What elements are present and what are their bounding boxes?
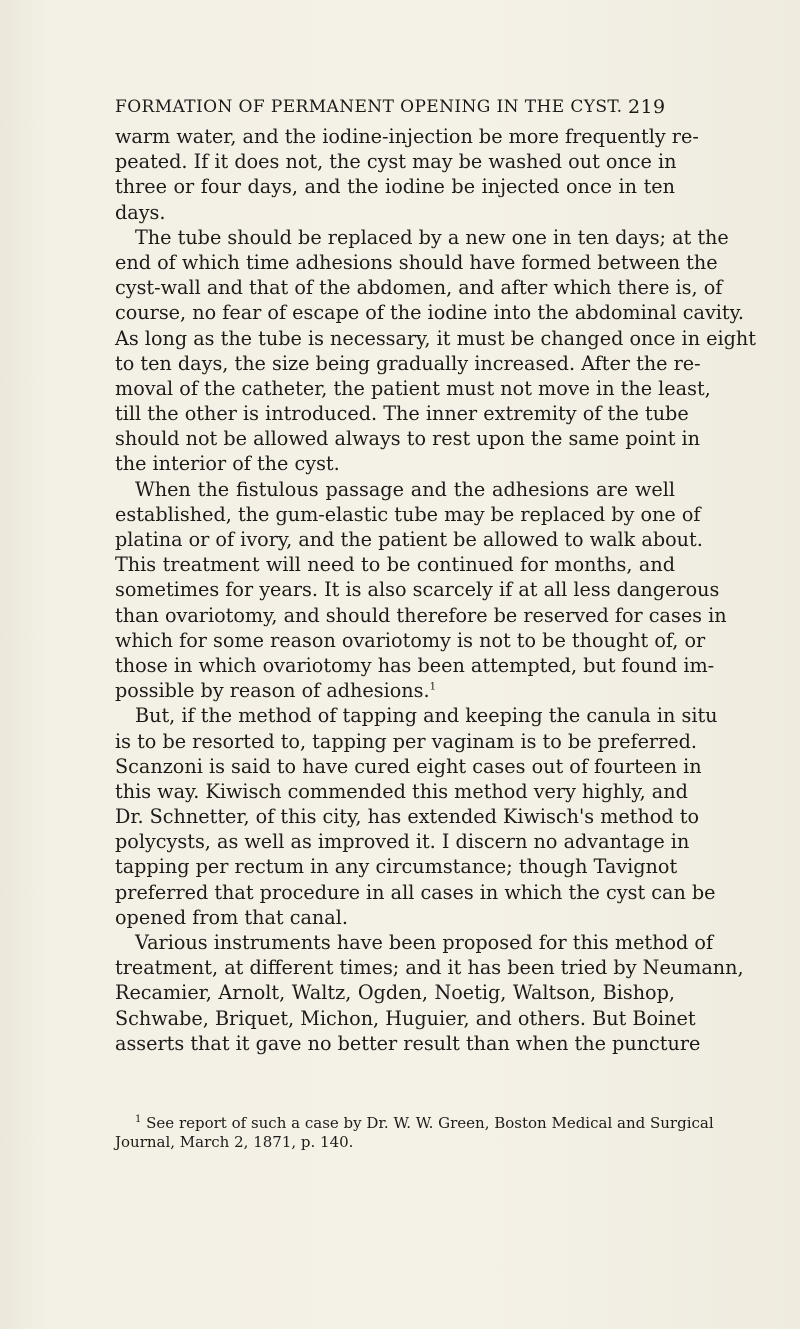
text-line (115, 678, 675, 703)
footnote-text: See report of such a case by Dr. W. W. Green, Boston Medical and Surgical (146, 1114, 714, 1132)
footnote-line (115, 1114, 714, 1133)
text-line: which for some reason ovariotomy is not to be thought of, or (115, 628, 706, 652)
text-line: those in which ovariotomy has been attempted, but found im- (115, 653, 715, 677)
footnote-marker: 1 (135, 1114, 142, 1125)
text-line: preferred that procedure in all cases in which the cyst can be (115, 880, 716, 904)
text-line: sometimes for years. It is also scarcely if at all less dangerous (115, 578, 720, 602)
text-line: This treatment will need to be continued for months, and (115, 553, 675, 577)
text-line: platina or of ivory, and the patient be allowed to walk about. (115, 528, 703, 551)
text-line: Schwabe, Briquet, Michon, Huguier, and others. But Boinet (115, 1006, 696, 1030)
text-line: Recamier, Arnolt, Waltz, Ogden, Noetig, Waltson, Bishop, (115, 981, 675, 1005)
text-line: days. (115, 200, 166, 224)
running-title: FORMATION OF PERMANENT OPENING IN THE CYST. (115, 97, 623, 117)
text-line: The tube should be replaced by a new one in ten days; at the (135, 225, 729, 249)
text-line: established, the gum-elastic tube may be replaced by one of (115, 502, 701, 526)
text-line: this way. Kiwisch commended this method very highly, and (115, 779, 688, 803)
page-number: 219 (628, 96, 666, 118)
footnote-reference[interactable]: 1 (429, 681, 436, 693)
text-line: warm water, and the iodine-injection be more frequently re- (115, 125, 699, 148)
text-line: than ovariotomy, and should therefore be reserved for cases in (115, 603, 727, 627)
text-line: course, no fear of escape of the iodine into the abdominal cavity. (115, 301, 745, 325)
text-line: moval of the catheter, the patient must not move in the least, (115, 376, 711, 400)
footnote-line: Journal, March 2, 1871, p. 140. (115, 1133, 354, 1151)
text-line: treatment, at different times; and it has been tried by Neumann, (115, 956, 744, 980)
text-line: But, if the method of tapping and keeping the canula in situ (135, 704, 718, 728)
text-line: polycysts, as well as improved it. I discern no advantage in (115, 830, 690, 854)
text-line: Dr. Schnetter, of this city, has extended Kiwisch's method to (115, 805, 700, 829)
text-line: end of which time adhesions should have formed between the (115, 250, 718, 274)
text-line: As long as the tube is necessary, it must be changed once in eight (115, 326, 756, 350)
footnotes (115, 1114, 714, 1152)
text-line: peated. If it does not, the cyst may be washed out once in (115, 150, 677, 174)
text-line: asserts that it gave no better result than when the puncture (115, 1031, 701, 1055)
text-line: should not be allowed always to rest upon the same point in (115, 427, 701, 451)
text-line: When the fistulous passage and the adhesions are well (135, 477, 675, 501)
text-line: to ten days, the size being gradually increased. After the re- (115, 351, 701, 375)
text-line: the interior of the cyst. (115, 452, 340, 476)
text-line-content: possible by reason of adhesions. (115, 679, 430, 703)
body-text (115, 124, 756, 1056)
text-line: is to be resorted to, tapping per vaginam is to be preferred. (115, 729, 698, 753)
text-line: three or four days, and the iodine be injected once in ten (115, 175, 675, 199)
text-line: Scanzoni is said to have cured eight cases out of fourteen in (115, 754, 702, 778)
text-line: cyst-wall and that of the abdomen, and after which there is, of (115, 276, 723, 300)
text-line: opened from that canal. (115, 905, 348, 929)
text-line: till the other is introduced. The inner extremity of the tube (115, 402, 689, 426)
text-line: Various instruments have been proposed for this method of (135, 931, 714, 954)
text-line: tapping per rectum in any circumstance; though Tavignot (115, 855, 678, 879)
